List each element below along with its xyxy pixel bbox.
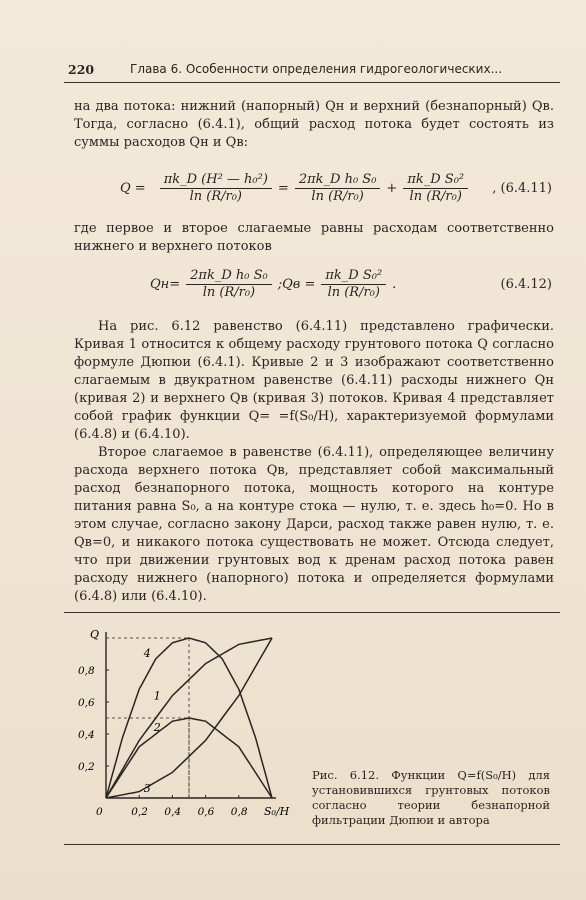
numerator: πk_D S₀² <box>321 268 386 285</box>
y-tick-label: 0,8 <box>78 665 95 677</box>
running-head <box>68 62 556 82</box>
curve-label-2: 2 <box>153 721 161 735</box>
equation-6-4-12 <box>150 264 552 304</box>
eq-lhs: Qн= <box>150 276 181 292</box>
figure-6-12-chart <box>72 626 292 826</box>
numerator: πk_D (H² — h₀²) <box>160 172 272 189</box>
paragraph-4: Второе слагаемое в равенстве (6.4.11), определяющее величину расхода верхнего потока Qв, представляет собой максимальный расход безнапорного потока, мощность которого на контуре питания равна S₀, а на контуре стока — нулю, т. е. здесь h₀=0. Но в этом случае, согласно закону Дарси, расход также равен нулю, т. е. Qв=0, и никакого потока существовать не может. Отсюда следует, что при движении грунтовых вод к дренам расход потока равен расходу нижнего (напорного) потока и определяется формулами (6.4.8) или (6.4.10). <box>74 445 554 604</box>
y-tick-label: 0,6 <box>78 697 95 709</box>
paragraph-1: на два потока: нижний (напорный) Qн и верхний (безнапорный) Qв. Тогда, согласно (6.4.1), общий расход потока будет состоять из суммы расходов Qн и Qв: <box>74 99 554 150</box>
denominator: ln (R/r₀) <box>189 188 242 204</box>
plus-sign: + <box>386 180 398 196</box>
equation-number: , (6.4.11) <box>492 180 552 196</box>
fraction <box>403 172 468 205</box>
header-rule <box>64 82 560 83</box>
curve-label-1: 1 <box>153 689 161 703</box>
running-head-title: Глава 6. Особенности определения гидрогеологических... <box>130 62 503 76</box>
equation-number: (6.4.12) <box>500 276 552 292</box>
eq-lhs: Q = <box>120 180 146 196</box>
paragraph-3: На рис. 6.12 равенство (6.4.11) представлено графически. Кривая 1 относится к общему расходу грунтового потока Q согласно формуле Дюпюи (6.4.1). Кривые 2 и 3 изображают соответственно слагаемым в двукратном равенстве (6.4.11) расходы нижнего Qн (кривая 2) и верхнего Qв (кривая 3) потоков. Кривая 4 представляет собой график функции Q= =f(S₀/H), характеризуемой формулами (6.4.8) и (6.4.10). <box>74 319 554 442</box>
figure-caption: Рис. 6.12. Функции Q=f(S₀/H) для установившихся грунтовых потоков согласно теории безнапорной фильтрации Дюпюи и автора <box>312 768 550 827</box>
x-tick-label: 0,6 <box>197 806 215 818</box>
eq-lhs: Qв = <box>282 276 316 292</box>
figure-rule-bottom <box>64 844 560 845</box>
numerator: πk_D S₀² <box>403 172 468 189</box>
y-tick-label: 0,4 <box>78 729 95 741</box>
denominator: ln (R/r₀) <box>311 188 364 204</box>
fraction <box>160 172 272 205</box>
x-tick-label: 0,4 <box>164 806 182 818</box>
curve-label-3: 3 <box>143 782 151 795</box>
numerator: 2πk_D h₀ S₀ <box>295 172 381 189</box>
denominator: ln (R/r₀) <box>327 284 380 300</box>
fraction <box>186 268 272 301</box>
x-tick-label: 0,2 <box>131 806 148 818</box>
x-tick-label: 0 <box>96 806 103 818</box>
denominator: ln (R/r₀) <box>409 188 462 204</box>
page-number: 220 <box>68 62 95 77</box>
x-axis-label: S₀/H <box>264 805 290 818</box>
numerator: 2πk_D h₀ S₀ <box>186 268 272 285</box>
curve-label-4: 4 <box>143 647 151 661</box>
y-tick-label: 0,2 <box>78 761 95 773</box>
paragraph-2: где первое и второе слагаемые равны расходам соответственно нижнего и верхнего потоков <box>74 221 554 254</box>
separator: ; <box>277 276 283 292</box>
equation-6-4-11 <box>120 168 552 208</box>
figure-rule-top <box>64 612 560 613</box>
fraction <box>295 172 381 205</box>
y-axis-label: Q <box>90 628 100 641</box>
eq-sign: = <box>277 180 289 196</box>
fraction <box>321 268 386 301</box>
period: . <box>392 276 397 292</box>
denominator: ln (R/r₀) <box>202 284 256 300</box>
x-tick-label: 0,8 <box>230 806 248 818</box>
